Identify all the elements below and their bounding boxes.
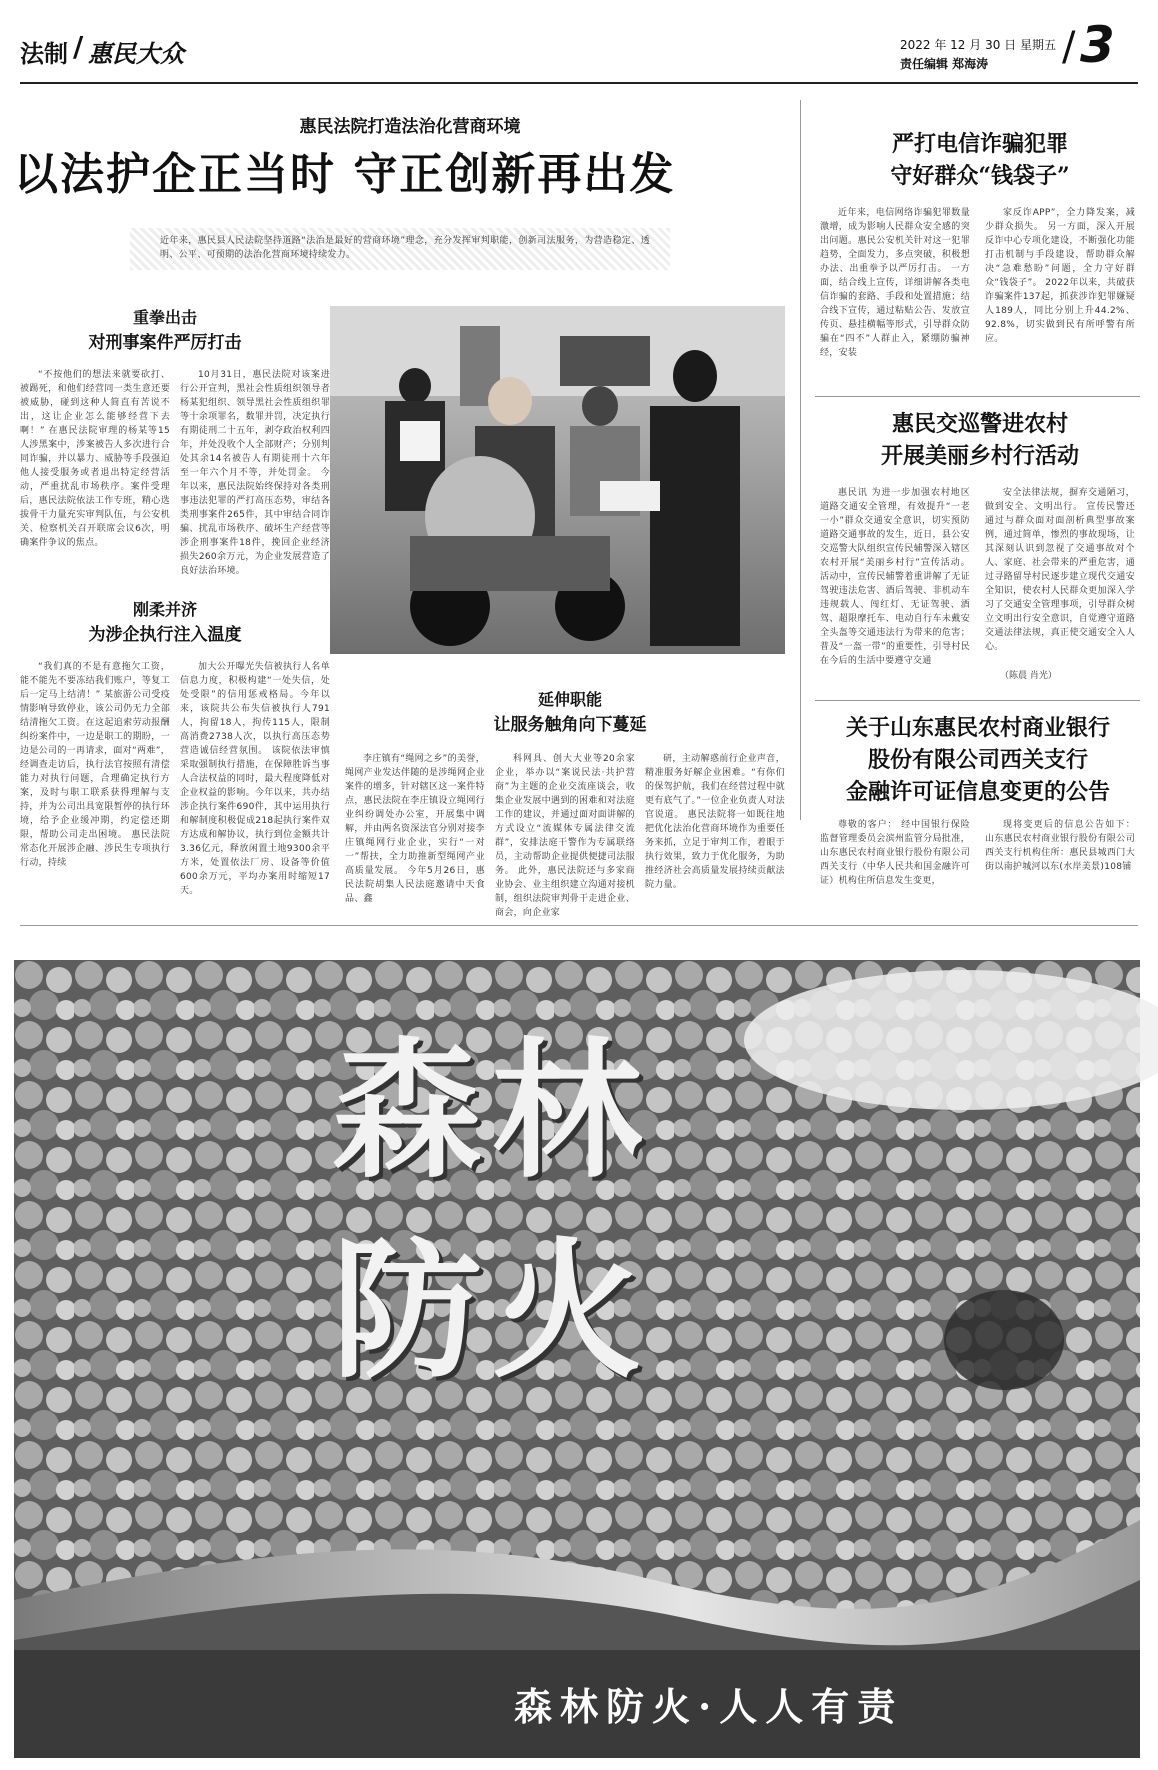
- page-slash: /: [1062, 24, 1076, 70]
- sub1-col1: “不按他们的想法来就要砍打、被踢死，和他们经营同一类生意还要被威胁，碰到这种人简直有苦说不出，这让企业怎么能够经营下去啊！” 在惠民法院审理的杨某等15人涉黑案中，涉案被告人多次进行合同诈骗，并以暴力、威胁等手段强迫他人接受服务或者退出特定经营活动，严重扰乱市场秩序。案件受理后，惠民法院依法工作专班，精心选拔骨干力量充实审判队伍，与公安机关、检察机关召开联席会议6次，明确案件争议的焦点。: [20, 370, 170, 548]
- sub2-title: 刚柔并济: [132, 600, 197, 619]
- lead-kicker: 惠民法院打造法治化营商环境: [299, 117, 521, 137]
- a1-col1: 近年来，电信网络诈骗犯罪数量激增，成为影响人民群众安全感的突出问题。惠民公安机关针对这一犯罪趋势，全面发力，多点突破，积极想办法、出重拳予以严厉打击。 一方面，结合线上宣传，详细讲解各类电信诈骗的套路、手段和处置措施；结合线下宣传，通过粘贴公告、发放宣传页、悬挂横幅等形式，引导群众防骗在“四不”人群止入，紧绷防骗神经，安装: [820, 208, 970, 358]
- a1-title: 严打电信诈骗犯罪: [891, 131, 1068, 157]
- notice-col1: 尊敬的客户： 经中国银行保险监督管理委员会滨州监管分局批准，山东惠民农村商业银行股份有限公司西关支行（中华人民共和国金融许可证）机构住所信息发生变更，: [820, 820, 970, 886]
- divider-lead-right: [800, 100, 801, 820]
- sub3-col2: 科网具、创大大业等20余家企业，举办以“案说民法·共护营商”为主题的企业交流座谈会，收集企业发展中遇到的困难和对法庭工作的建议，并通过面对面讲解的方式设立“流媒体专属法律交流群”，安排法庭干警作为专属联络员，主动帮助企业提供便捷司法服务。 此外，惠民法院还与多家商业协会、业主组织建立沟通对接机制，组织法院审判骨干走进企业、商会，向企业家: [495, 754, 635, 918]
- brand-logo: 惠民大众: [88, 39, 184, 68]
- a2-divider: [815, 700, 1140, 701]
- editor-line: 责任编辑 郑海涛: [900, 57, 989, 71]
- poster-title-fire: 防火: [332, 1223, 653, 1399]
- notice-title-3: 金融许可证信息变更的公告: [845, 779, 1110, 805]
- sub2-subtitle: 为涉企执行注入温度: [88, 625, 242, 645]
- a2-title: 惠民交巡警进农村: [891, 411, 1068, 437]
- a2-byline: （陈晨 肖光）: [1000, 671, 1057, 681]
- notice-title-2: 股份有限公司西关支行: [867, 747, 1088, 773]
- a1-divider: [815, 396, 1140, 397]
- poster-title-forest: 森林: [332, 1023, 653, 1199]
- court-visit-photo-art: [330, 306, 785, 654]
- notice-title: 关于山东惠民农村商业银行: [845, 715, 1110, 741]
- sub3-subtitle: 让服务触角向下蔓延: [493, 715, 647, 735]
- a1-col2: 家反诈APP”，全力降发案，减少群众损失。 另一方面，深入开展反诈中心专项化建设，不断强化功能打击机制与手段建设，帮助群众解决“急难愁盼”问题，全力守好群众“钱袋子”。 2022年以来，共破获诈骗案件137起，抓获涉诈犯罪嫌疑人189人，同比分别上升44.2%、92.8%，切实做到民有所呼警有所应。: [985, 208, 1135, 344]
- page-number: 3: [1080, 16, 1115, 74]
- masthead-rule: [20, 82, 1138, 84]
- sub1-title: 重拳出击: [132, 308, 197, 327]
- forest-fire-poster: [14, 960, 1140, 1758]
- date-line: 2022 年 12 月 30 日 星期五: [900, 38, 1056, 52]
- poster-slogan: 森林防火·人人有责: [514, 1684, 904, 1729]
- lead-title: 以法护企正当时 守正创新再出发: [14, 149, 676, 200]
- sub2-col1: “我们真的不是有意拖欠工资，能不能先不要冻结我们账户，等复工后一定马上结清！” 某旅游公司受疫情影响导致停业，该公司仍无力全部结清拖欠工资。在这起追索劳动报酬纠纷案件中，一边是职工的期盼，一边是公司的一再请求，面对“两难”，经调查走访后，执行法官按照有清偿能力对执行问题，合理确定执行方案，及时与职工联系获得理解与支持，并为公司出具宽限暂停的执行环境，给予企业缓冲期，约定偿还期限，帮助公司走出困境。 惠民法院常态化开展涉企融、涉民生专项执行行动，持续: [20, 662, 170, 868]
- masthead: [0, 0, 1158, 80]
- a1-subtitle: 守好群众“钱袋子”: [890, 163, 1070, 189]
- lead-intro: 近年来，惠民县人民法院坚持道路“法治是最好的营商环境”理念，充分发挥审判职能，创新司法服务，为营造稳定、透明、公平、可预期的法治化营商环境持续发力。: [160, 236, 650, 260]
- sub2-col2: 加大公开曝光失信被执行人名单信息力度，积极构建“一处失信，处处受限”的信用惩戒格局。今年以来，该院共公布失信被执行人791人，拘留18人，拘传115人，限制高消费2738人次，以执行高压态势营造诚信经营氛围。 该院依法审慎采取强制执行措施，在保障胜诉当事人合法权益的同时，最大程度降低对企业权益的影响。今年以来，共办结涉企执行案件690件，其中运用执行和解制度积极促成218起执行案件双方达成和解协议，执行到位金额共计3.36亿元，释放闲置土地9300余平方米，处置依法厂房、设备等价值600余万元，平均办案用时缩短17天。: [180, 662, 330, 896]
- a2-col1: 惠民讯 为进一步加强农村地区道路交通安全管理，有效提升“一老一小”群众交通安全意识，切实预防道路交通事故的发生，近日，县公安交巡警大队组织宣传民辅警深入辖区农村开展“美丽乡村行”宣传活动。 活动中，宣传民辅警着重讲解了无证驾驶违法危害、酒后驾驶、非机动车违规载人、闯红灯、无证驾驶、酒驾、超限摩托车、电动自行车未戴安全头盔等交通违法行为带来的危害；普及“一盔一带”的重要性，引导村民在今后的生活中要遵守交通: [820, 488, 970, 666]
- sub3-col1: 李庄镇有“绳网之乡”的美誉，绳网产业发达伴随的是涉绳网企业案件的增多，针对辖区这一案件特点，惠民法院在李庄镇设立绳网行业纠纷调处办公室，开展集中调解，并由两名资深法官分别对接李庄镇绳网行业企业，实行“一对一”帮扶，全力助推新型绳网产业高质量发展。 今年5月26日，惠民法院胡集人民法庭邀请中天食品、鑫: [345, 754, 485, 904]
- court-visit-photo: [330, 306, 785, 654]
- notice-col2: 现将变更后的信息公告如下： 山东惠民农村商业银行股份有限公司西关支行机构住所：惠民县城西门大街以南护城河以东(水岸美景)108铺: [985, 820, 1135, 872]
- sub3-col3: 研，主动解惑前行企业声音，精准服务好解企业困难。“有你们的保驾护航，我们在经营过程中就更有底气了。”一位企业负责人对法官说道。 惠民法院将一如既往地把优化法治化营商环境作为重要任务来抓，立足于审判工作，着眼于执行效果，致力于优化服务，为助推经济社会高质量发展持续贡献法院力量。: [645, 754, 785, 890]
- a2-col2: 安全法律法规，摒弃交通陋习，做到安全、文明出行。 宣传民警还通过与群众面对面剖析典型事故案例，通过简单，惨烈的事故现场，让其深刻认识到忽视了交通事故对个人、家庭、社会带来的严重危害，通过寻路留导村民逐步建立现代交通安全知识，使农村人民群众更加深入学习了交通安全管理事项，引导群众树立文明出行安全意识，自觉遵守道路交通法律法规，真正使交通安全入人心。: [985, 488, 1135, 652]
- section-label: 法制: [20, 39, 68, 68]
- sub1-col2: 10月31日，惠民法院对该案进行公开宣判，黑社会性质组织领导者杨某犯组织、领导黑社会性质组织罪等十余项罪名，数罪并罚，决定执行有期徒刑二十五年，剥夺政治权利四年，并处没收个人全部财产；分别判处其余14名被告人有期徒刑十六年至一年六个月不等，并处罚金。 今年以来，惠民法院始终保持对各类刑事违法犯罪的严打高压态势，审结各类刑事案件265件，其中审结合同诈骗、扰乱市场秩序、破坏生产经营等涉企刑事案件18件，挽回企业经济损失260余万元，为企业发展营造了良好法治环境。: [180, 370, 330, 576]
- poster-top-rule: [20, 925, 1138, 926]
- a2-subtitle: 开展美丽乡村行活动: [880, 443, 1079, 469]
- section-slash: /: [73, 30, 84, 63]
- sub1-subtitle: 对刑事案件严厉打击: [88, 333, 242, 353]
- sub3-title: 延伸职能: [537, 690, 602, 709]
- lead-intro-box: [130, 228, 670, 270]
